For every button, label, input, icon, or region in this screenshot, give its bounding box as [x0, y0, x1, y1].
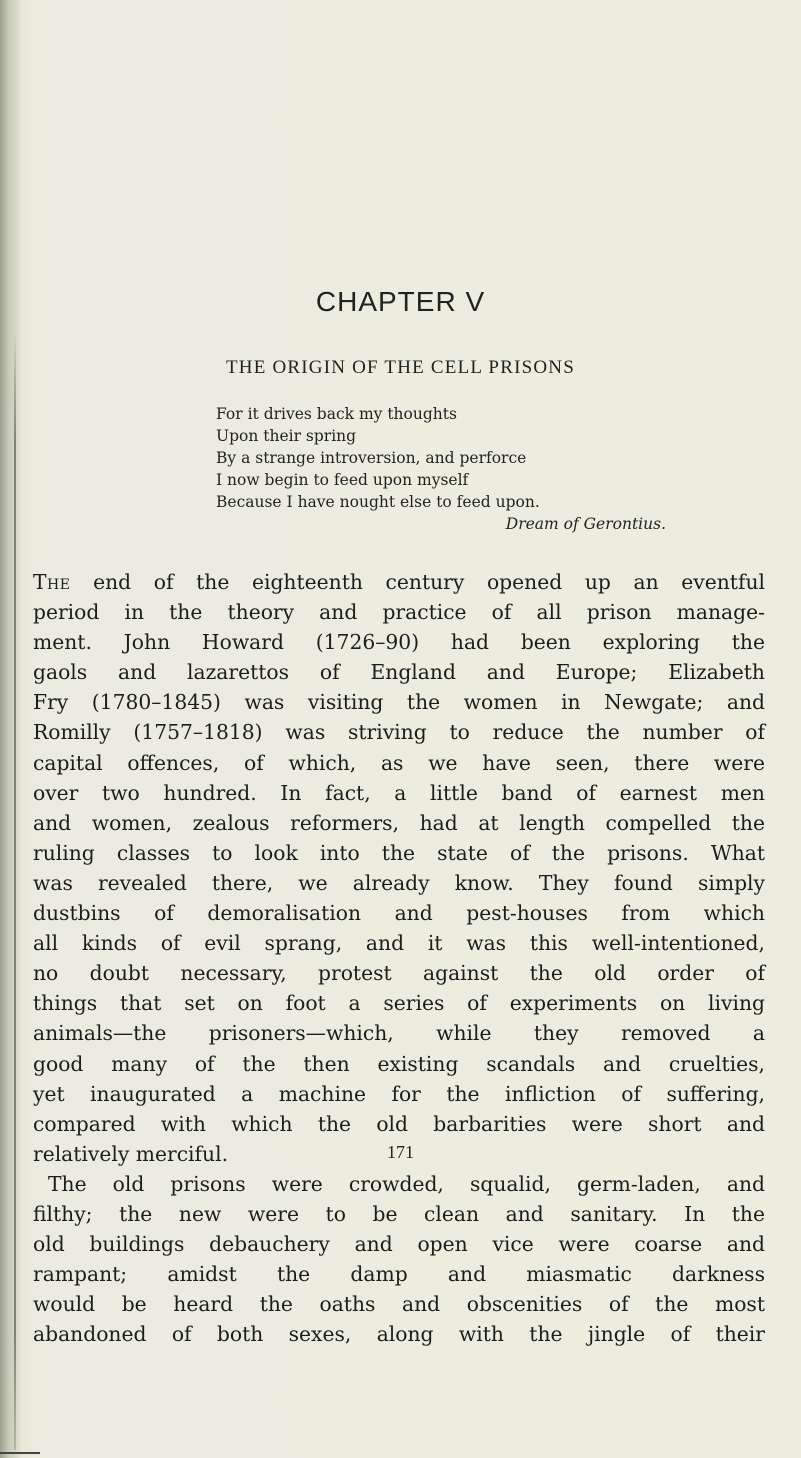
epigraph-source: Dream of Gerontius.	[505, 515, 666, 533]
chapter-label: CHAPTER V	[315, 286, 486, 317]
body-line: dustbins of demoralisation and pest-houses from which	[33, 901, 765, 926]
gutter-edge-line	[14, 330, 16, 1450]
body-line: animals—the prisoners—which, while they removed a	[33, 1021, 765, 1046]
body-line: over two hundred. In fact, a little band of earnest men	[33, 780, 765, 805]
page-gutter-shadow	[0, 0, 22, 1458]
body-text	[33, 567, 765, 1349]
body-line: abandoned of both sexes, along with the jingle of their	[33, 1322, 765, 1347]
body-line: old buildings debauchery and open vice were coarse and	[33, 1232, 765, 1257]
body-line: would be heard the oaths and obscenities of the most	[33, 1292, 765, 1317]
body-line-paragraph-end: relatively merciful.	[33, 1141, 229, 1166]
bottom-edge-mark	[0, 1452, 40, 1454]
body-line: period in the theory and practice of all prison manage-	[33, 600, 765, 625]
body-line: ment. John Howard (1726–90) had been exploring the	[33, 630, 765, 655]
epigraph-line: Upon their spring	[216, 427, 357, 445]
body-line: ruling classes to look into the state of the prisons. What	[33, 840, 765, 865]
epigraph-line: Because I have nought else to feed upon.	[216, 493, 540, 511]
body-line-paragraph-start: The old prisons were crowded, squalid, germ-laden, and	[48, 1171, 765, 1196]
body-line: yet inaugurated a machine for the infliction of suffering,	[33, 1081, 765, 1106]
epigraph-line: For it drives back my thoughts	[216, 405, 457, 423]
epigraph-line: I now begin to feed upon myself	[216, 471, 469, 489]
body-line: gaols and lazarettos of England and Europe; Elizabeth	[33, 660, 765, 685]
body-line: compared with which the old barbarities were short and	[33, 1111, 765, 1136]
epigraph	[216, 403, 696, 535]
body-line: things that set on foot a series of experiments on living	[33, 991, 765, 1016]
drop-word: The	[33, 570, 71, 594]
body-line: all kinds of evil sprang, and it was this well-intentioned,	[33, 931, 765, 956]
body-line: Romilly (1757–1818) was striving to reduce the number of	[33, 720, 765, 745]
chapter-title: THE ORIGIN OF THE CELL PRISONS	[226, 357, 575, 378]
body-line: was revealed there, we already know. They found simply	[33, 870, 765, 895]
body-line: Fry (1780–1845) was visiting the women in Newgate; and	[33, 690, 765, 715]
body-line: good many of the then existing scandals and cruelties,	[33, 1051, 765, 1076]
page-number: 171	[387, 1142, 414, 1162]
body-line: filthy; the new were to be clean and sanitary. In the	[33, 1201, 765, 1226]
epigraph-line: By a strange introversion, and perforce	[216, 449, 527, 467]
body-line: no doubt necessary, protest against the old order of	[33, 961, 765, 986]
body-line-first: The end of the eighteenth century opened up an eventful	[33, 570, 765, 594]
body-line: rampant; amidst the damp and miasmatic darkness	[33, 1262, 765, 1287]
body-line: and women, zealous reformers, had at length compelled the	[33, 810, 765, 835]
body-line: capital offences, of which, as we have seen, there were	[33, 750, 765, 775]
